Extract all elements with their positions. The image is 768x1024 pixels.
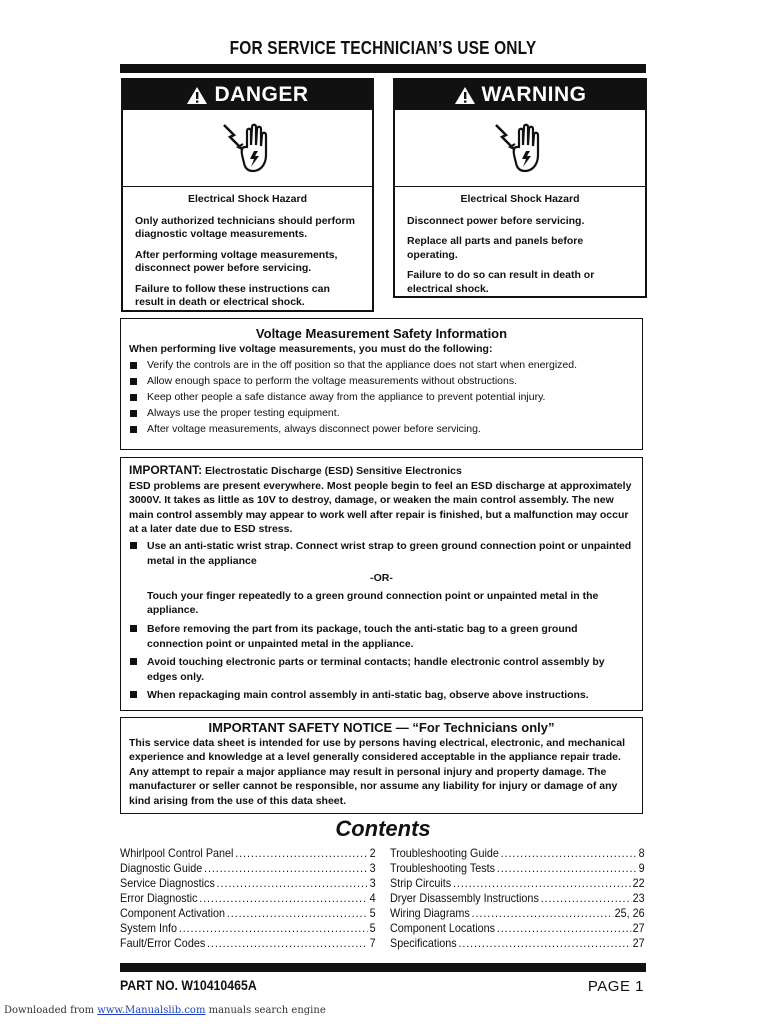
- toc-entry[interactable]: Component Activation ..... 5: [120, 906, 376, 921]
- toc-entry[interactable]: System Info ..... 5: [120, 921, 376, 936]
- danger-header: [123, 80, 372, 110]
- danger-panel: [121, 78, 374, 312]
- list-item: Use an anti-static wrist strap. Connect wrist strap to green ground connection point or unpainted metal in the appliance: [129, 539, 634, 568]
- esd-paragraph: ESD problems are present everywhere. Most people begin to feel an ESD discharge at approximately 3000V. It takes as little as 10V to destroy, damage, or weaken the main control assembly. The new main control assembly may appear to work well after repair is finished, but a malfunction may occur at a later date due to ESD stress.: [129, 479, 632, 536]
- toc-entry[interactable]: Fault/Error Codes ..... 7: [120, 936, 376, 951]
- warning-line: Disconnect power before servicing.: [407, 214, 585, 227]
- safety-notice-text: This service data sheet is intended for use by persons having electrical, electronic, and mechanical experience and knowledge at a level generally considered acceptable in the appliance repair trade. Any attempt to repair a major appliance may result in personal injury and property damage. The manufacturer or seller cannot be responsible, nor assume any liability for injury or damage of any kind arising from the use of this data sheet.: [129, 736, 626, 807]
- bullet-square-icon: [130, 394, 137, 401]
- toc-entry[interactable]: Specifications ..... 27: [390, 936, 645, 951]
- list-item: Allow enough space to perform the voltage measurements without obstructions.: [129, 375, 634, 387]
- danger-hazard-title: Electrical Shock Hazard: [187, 193, 308, 205]
- warning-line: Replace all parts and panels before operating.: [407, 235, 584, 261]
- toc-entry[interactable]: Strip Circuits ..... 22: [390, 876, 645, 891]
- toc-right: [390, 846, 645, 951]
- toc-entry[interactable]: Troubleshooting Guide ..... 8: [390, 846, 645, 861]
- list-item: Verify the controls are in the off position so that the appliance does not start when energized.: [129, 359, 634, 371]
- bullet-square-icon: [130, 658, 137, 665]
- toc-entry[interactable]: Component Locations ..... 27: [390, 921, 645, 936]
- safety-notice-box: [120, 717, 643, 814]
- warning-panel: [393, 78, 647, 298]
- download-footer: [4, 1005, 326, 1016]
- shock-icon-row: [123, 110, 372, 187]
- bullet-square-icon: [130, 542, 137, 549]
- list-item: Before removing the part from its package, touch the anti-static bag to a green ground connection point or unpainted metal in the appliance.: [129, 622, 634, 651]
- esd-important-label: IMPORTANT:: [129, 463, 203, 477]
- list-item: After voltage measurements, always disconnect power before servicing.: [129, 423, 634, 435]
- toc-entry[interactable]: Dryer Disassembly Instructions ..... 23: [390, 891, 645, 906]
- manualslib-link[interactable]: www.Manualslib.com: [97, 1005, 206, 1016]
- warning-header: [395, 80, 645, 110]
- toc-entry[interactable]: Error Diagnostic ..... 4: [120, 891, 376, 906]
- electric-shock-hand-icon: [220, 119, 276, 177]
- voltage-safety-intro: When performing live voltage measurements, you must do the following:: [129, 343, 493, 355]
- toc-entry[interactable]: Service Diagnostics ..... 3: [120, 876, 376, 891]
- list-item: Always use the proper testing equipment.: [129, 407, 634, 419]
- toc-entry[interactable]: Troubleshooting Tests ..... 9: [390, 861, 645, 876]
- toc-entry[interactable]: Wiring Diagrams ..... 25, 26: [390, 906, 645, 921]
- voltage-safety-box: [120, 318, 643, 450]
- esd-alt-instruction: Touch your finger repeatedly to a green ground connection point or unpainted metal in the appliance.: [147, 589, 599, 617]
- danger-line: Failure to follow these instructions can result in death or electrical shock.: [135, 282, 330, 308]
- warning-line: Failure to do so can result in death or electrical shock.: [407, 269, 595, 295]
- list-item: Keep other people a safe distance away from the appliance to prevent potential injury.: [129, 391, 634, 403]
- alert-triangle-icon: [454, 86, 476, 105]
- top-rule: [120, 64, 646, 73]
- shock-icon-row: [395, 110, 645, 187]
- electric-shock-hand-icon: [492, 119, 548, 177]
- bullet-square-icon: [130, 625, 137, 632]
- esd-or: -OR-: [370, 572, 393, 585]
- bullet-square-icon: [130, 362, 137, 369]
- bullet-square-icon: [130, 691, 137, 698]
- downloaded-from-text: Downloaded from: [4, 1005, 95, 1016]
- alert-triangle-icon: [186, 86, 208, 105]
- danger-line: Only authorized technicians should perform diagnostic voltage measurements.: [135, 214, 355, 240]
- bullet-square-icon: [130, 410, 137, 417]
- page-number: PAGE 1: [587, 978, 644, 995]
- list-item: When repackaging main control assembly in anti-static bag, observe above instructions.: [129, 688, 634, 703]
- part-number: PART NO. W10410465A: [120, 977, 257, 993]
- esd-heading: Electrostatic Discharge (ESD) Sensitive Electronics: [205, 465, 462, 477]
- toc-entry[interactable]: Diagnostic Guide ..... 3: [120, 861, 376, 876]
- danger-line: After performing voltage measurements, disconnect power before servicing.: [135, 248, 338, 274]
- page-title: FOR SERVICE TECHNICIAN’S USE ONLY: [229, 38, 537, 58]
- voltage-safety-title: Voltage Measurement Safety Information: [255, 326, 508, 341]
- contents-title: Contents: [335, 816, 431, 841]
- danger-label: DANGER: [214, 83, 309, 106]
- warning-hazard-title: Electrical Shock Hazard: [460, 193, 580, 205]
- bottom-rule: [120, 963, 646, 972]
- esd-box: [120, 457, 643, 711]
- toc-left: [120, 846, 376, 951]
- list-item: Avoid touching electronic parts or terminal contacts; handle electronic control assembly by edges only.: [129, 655, 634, 684]
- toc-entry[interactable]: Whirlpool Control Panel ..... 2: [120, 846, 376, 861]
- bullet-square-icon: [130, 426, 137, 433]
- safety-notice-title: IMPORTANT SAFETY NOTICE — “For Technicians only”: [208, 720, 555, 735]
- warning-label: WARNING: [481, 83, 587, 106]
- bullet-square-icon: [130, 378, 137, 385]
- footer-tagline: manuals search engine: [208, 1005, 326, 1016]
